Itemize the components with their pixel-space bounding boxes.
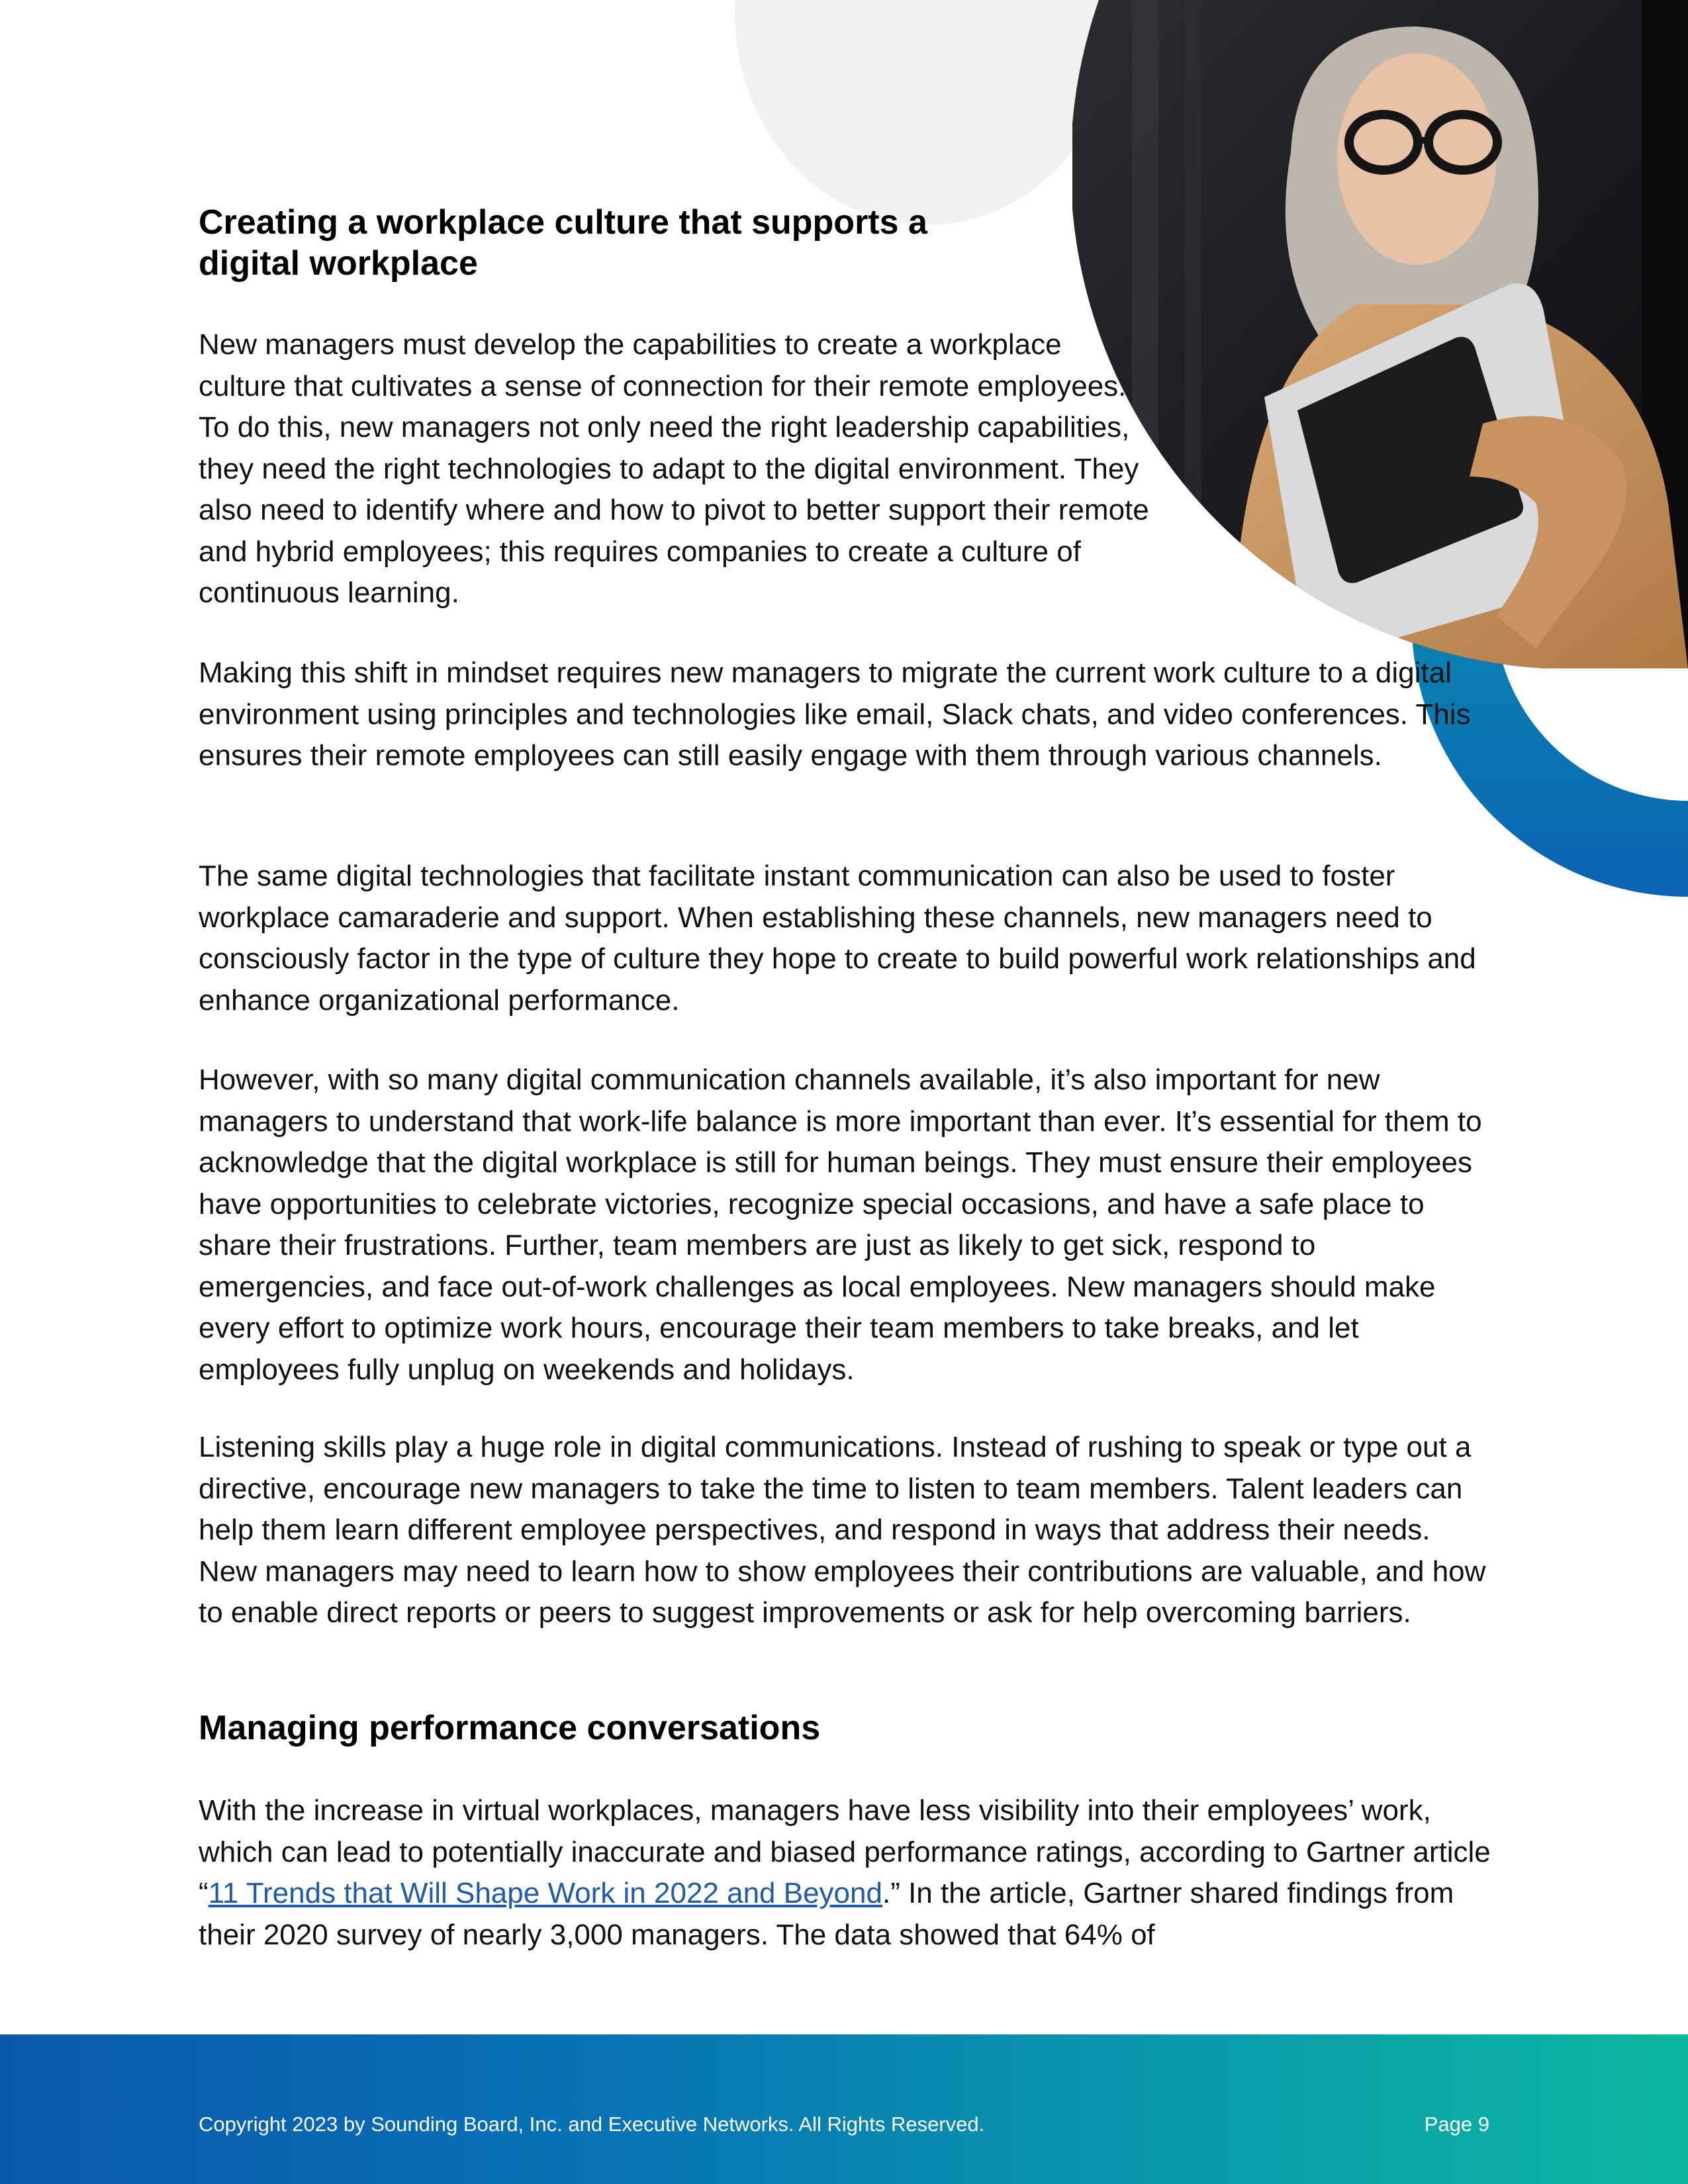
paragraph-text-after-link: .” In the article, Gartner shared findings from their 2020 survey of nearly 3,000 managers. The data showed that 64% of — [199, 1877, 1454, 1951]
gartner-article-link[interactable]: 11 Trends that Will Shape Work in 2022 and Beyond — [208, 1877, 882, 1909]
footer-copyright: Copyright 2023 by Sounding Board, Inc. and Executive Networks. All Rights Reserved. — [199, 2113, 985, 2136]
paragraph-listening-skills: Listening skills play a huge role in digital communications. Instead of rushing to speak or type out a directive, encourage new managers to take the time to listen to team members. Talent leaders can help them learn different employee perspectives, and respond in ways that address their needs. New managers may need to learn how to show employees their contributions are valuable, and how to enable direct reports or peers to suggest improvements or ask for help overcoming barriers. — [199, 1431, 1486, 1629]
section-heading-workplace-culture: Creating a workplace culture that supports a digital workplace — [199, 203, 927, 283]
decorative-gray-circle — [735, 0, 1119, 225]
paragraph-text-before-link: With the increase in virtual workplaces, managers have less visibility into their employees’ work, which can lead to potentially inaccurate and biased performance ratings, according to Gartner article “ — [199, 1794, 1491, 1909]
paragraph-work-life-balance: However, with so many digital communication channels available, it’s also important for new managers to understand that work-life balance is more important than ever. It’s essential for them to acknowledge that the digital workplace is still for human beings. They must ensure their employees have opportunities to celebrate victories, recognize special occasions, and have a safe place to share their frustrations. Further, team members are just as likely to get sick, respond to emergencies, and face out-of-work challenges as local employees. New managers should make every effort to optimize work hours, encourage their team members to take breaks, and let employees fully unplug on weekends and holidays. — [199, 1064, 1482, 1386]
paragraph-mindset-shift: Making this shift in mindset requires new managers to migrate the current work culture to a digital environment using principles and technologies like email, Slack chats, and video conferences. This ensures their remote employees can still easily engage with them through various channels. — [199, 657, 1471, 772]
footer-page-number: Page 9 — [1424, 2113, 1489, 2136]
paragraph-digital-technologies: The same digital technologies that facilitate instant communication can also be used to foster workplace camaraderie and support. When establishing these channels, new managers need to consciously factor in the type of culture they hope to create to build powerful work relationships and enhance organizational performance. — [199, 860, 1476, 1017]
section-heading-performance-conversations: Managing performance conversations — [199, 1709, 821, 1747]
paragraph-capabilities: New managers must develop the capabilities to create a workplace culture that cultivates a sense of connection for their remote employees. To do this, new managers not only need the right leadership capabilities, they need the right technologies to adapt to the digital environment. They also need to identify where and how to pivot to better support their remote and hybrid employees; this requires companies to create a culture of continuous learning. — [199, 328, 1149, 609]
page-footer — [0, 2034, 1688, 2184]
paragraph-performance-ratings — [199, 1790, 1496, 1956]
